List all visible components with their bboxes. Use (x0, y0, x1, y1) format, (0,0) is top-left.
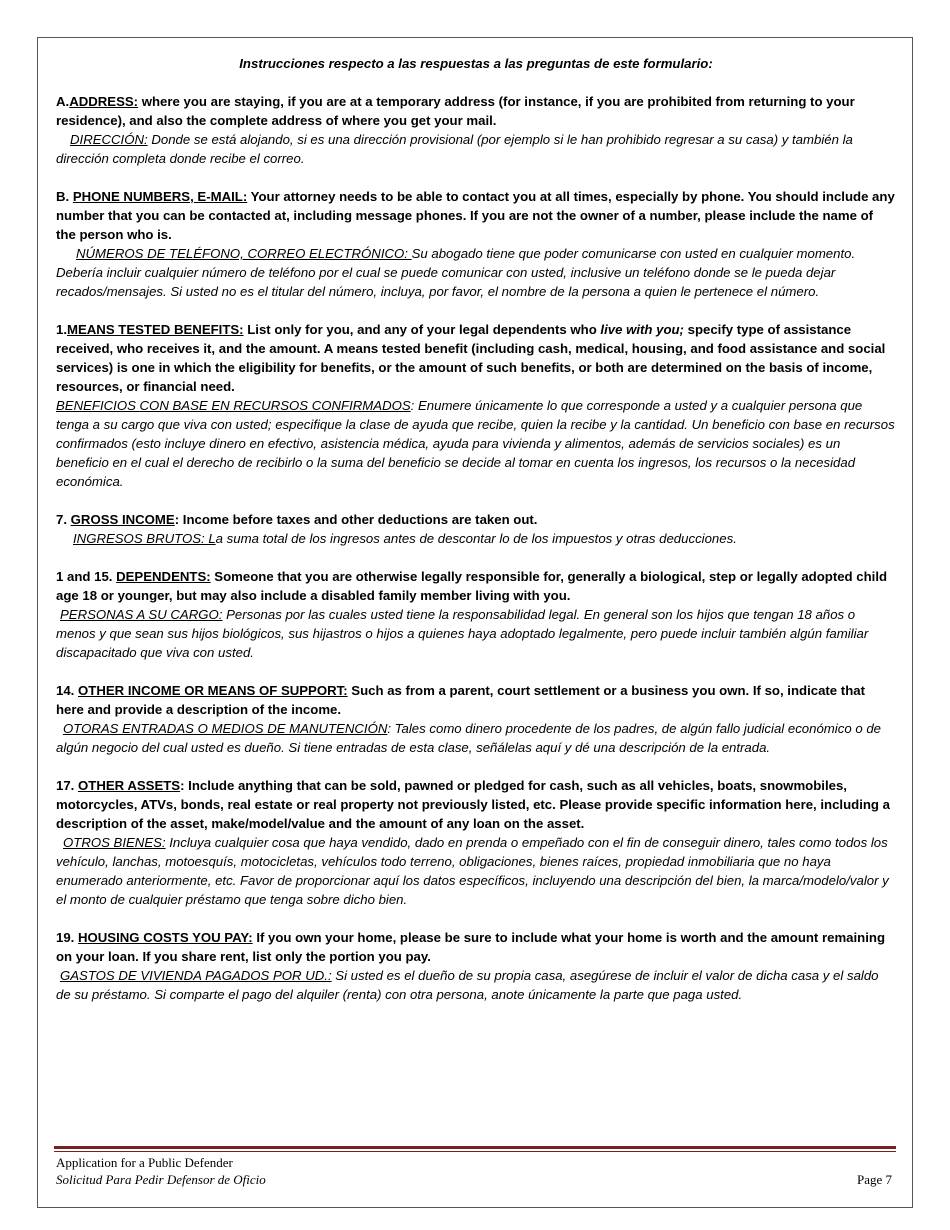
page-footer (56, 1154, 892, 1188)
address-text: where you are staying, if you are at a temporary address (for instance, if you are prohibited from returning to your residence), and also the complete address of where you get your mail. (56, 94, 855, 128)
direccion-text: Donde se está alojando, si es una dirección provisional (por ejemplo si le han prohibido regresar a su casa) y también la dirección completa donde recibe el correo. (56, 132, 853, 166)
other-assets-heading: OTHER ASSETS (78, 778, 181, 793)
section-gross-income (56, 510, 896, 548)
page-number: Page 7 (856, 1172, 892, 1187)
means-text-b: specify type of assistance received, who receives it, and the amount. A means tested benefit (including cash, medical, housing, and food assistance and social services) is one in which the eligibility for benefits, or the amount of such benefits, or both are determined on the basis of income, resources, or financial need. (56, 322, 886, 394)
other-assets-text: : Include anything that can be sold, pawned or pledged for cash, such as all vehicles, boats, snowmobiles, motorcycles, ATVs, bonds, real estate or real property not previously listed, etc. Please provide specific information here, including a description of the asset, make/model/value and the amount of any loan on the asset. (56, 778, 890, 831)
otros-bienes-text: Incluya cualquier cosa que haya vendido, dado en prenda o empeñado con el fin de conseguir dinero, tales como todos los vehículo, lanchas, motoesquís, motocicletas, vehículos todo terreno, obligaciones, bienes raíces, propiedad inmobiliaria que no haya enumerado anteriormente, etc. Favor de proporcionar aquí los datos específicos, incluyendo una descripción del bien, la marca/modelo/valor y el monto de cualquier préstamo que tenga sobre dicho bien. (56, 835, 889, 907)
page-title: Instrucciones respecto a las respuestas a las preguntas de este formulario: (239, 56, 713, 71)
section-other-assets (56, 776, 896, 909)
phone-english (56, 187, 896, 244)
otros-bienes-heading: OTROS BIENES: (63, 835, 166, 850)
other-income-text: Such as from a parent, court settlement or a business you own. If so, indicate that here and provide a description of the income. (56, 683, 865, 717)
means-text-a: List only for you, and any of your legal dependents who (243, 322, 601, 337)
means-english (56, 320, 896, 396)
address-english (56, 92, 896, 130)
dependents-text: Someone that you are otherwise legally responsible for, generally a biological, step or legally adopted child age 18 or younger, but may also include a disabled family member living with you. (56, 569, 888, 603)
telefono-heading: NÚMEROS DE TELÉFONO, CORREO ELECTRÓNICO: (76, 246, 412, 261)
beneficios-text: : Enumere únicamente lo que corresponde a usted y a cualquier persona que tenga a su cargo que viva con usted; especifique la clase de ayuda que recibe, quien la recibe y la cantidad. Un beneficio con base en recursos confirmados (esto incluye dinero en efectivo, asistencia médica, ayuda para vivienda y alimentos, además de servicios sociales) es un beneficio en el cual el derecho de recibirlo o la suma del beneficio se decide al tomar en cuenta los ingresos, los recursos o la necesidad económica. (56, 398, 895, 489)
footer-title-english: Application for a Public Defender (56, 1155, 233, 1170)
other-assets-english (56, 776, 896, 833)
means-heading: MEANS TESTED BENEFITS: (67, 322, 244, 337)
dependents-heading: DEPENDENTS: (116, 569, 211, 584)
gastos-heading: GASTOS DE VIVIENDA PAGADOS POR UD.: (60, 968, 332, 983)
ingresos-text: a suma total de los ingresos antes de descontar lo de los impuestos y otras deducciones. (215, 531, 737, 546)
dependents-spanish (56, 605, 896, 662)
section-phone (56, 187, 896, 301)
means-prefix: 1. (56, 322, 67, 337)
section-means-tested (56, 320, 896, 491)
beneficios-heading: BENEFICIOS CON BASE EN RECURSOS CONFIRMADOS (56, 398, 411, 413)
phone-prefix: B. (56, 189, 73, 204)
housing-prefix: 19. (56, 930, 78, 945)
direccion-heading: DIRECCIÓN: (70, 132, 148, 147)
phone-heading: PHONE NUMBERS, E-MAIL: (72, 189, 248, 204)
dependents-english (56, 567, 896, 605)
footer-rule-thin (54, 1151, 896, 1152)
footer-title-spanish: Solicitud Para Pedir Defensor de Oficio (56, 1172, 266, 1187)
footer-rule-thick (54, 1146, 896, 1149)
other-income-heading: OTHER INCOME OR MEANS OF SUPPORT: (78, 683, 348, 698)
section-other-income (56, 681, 896, 757)
other-income-english (56, 681, 896, 719)
housing-spanish (56, 966, 896, 1004)
other-assets-prefix: 17. (56, 778, 78, 793)
section-housing (56, 928, 896, 1004)
ingresos-heading: INGRESOS BRUTOS: L (73, 531, 216, 546)
gross-english (56, 510, 896, 529)
personas-heading: PERSONAS A SU CARGO: (60, 607, 223, 622)
gross-prefix: 7. (56, 512, 71, 527)
gross-heading: GROSS INCOME (70, 512, 175, 527)
dependents-prefix: 1 and 15. (56, 569, 117, 584)
section-dependents (56, 567, 896, 662)
telefono-text: Su abogado tiene que poder comunicarse con usted en cualquier momento. Debería incluir cualquier número de teléfono por el cual se puede comunicar con usted, inclusive un teléfono donde se le pueda dejar recados/mensajes. Si usted no es el titular del número, incluya, por favor, el nombre de la persona a quien le pertenece el número. (56, 246, 856, 299)
personas-text: Personas por las cuales usted tiene la responsabilidad legal. En general son los hijos que tengan 18 años o menos y que sean sus hijos biológicos, sus hijastros o hijos a quienes haya adoptado legalmente, pero puede incluir también algún familiar discapacitado que viva con usted. (56, 607, 869, 660)
other-income-spanish (56, 719, 896, 757)
means-spanish (56, 396, 896, 491)
address-spanish (56, 130, 896, 168)
address-heading: ADDRESS: (69, 94, 139, 109)
phone-spanish (56, 244, 896, 301)
address-prefix: A. (56, 94, 70, 109)
housing-english (56, 928, 896, 966)
other-income-prefix: 14. (56, 683, 78, 698)
housing-heading: HOUSING COSTS YOU PAY: (78, 930, 253, 945)
phone-text: Your attorney needs to be able to contact you at all times, especially by phone. You should include any number that you can be contacted at, including message phones. If you are not the owner of a number, please include the name of the person who is. (56, 189, 895, 242)
gross-spanish (56, 529, 896, 548)
other-assets-spanish (56, 833, 896, 909)
gastos-text: Si usted es el dueño de su propia casa, asegúrese de incluir el valor de dicha casa y el saldo de su préstamo. Si comparte el pago del alquiler (renta) con otra persona, anote únicamente la parte que paga usted. (56, 968, 879, 1002)
gross-text: : Income before taxes and other deductions are taken out. (174, 512, 538, 527)
means-emphasis: live with you; (600, 322, 684, 337)
otoras-text: : Tales como dinero procedente de los padres, de algún fallo judicial económico o de algún negocio del cual usted es dueño. Si tiene entradas de esta clase, señálelas aquí y dé una descripción de la entrada. (56, 721, 881, 755)
section-address (56, 92, 896, 168)
otoras-heading: OTORAS ENTRADAS O MEDIOS DE MANUTENCIÓN (63, 721, 388, 736)
housing-text: If you own your home, please be sure to include what your home is worth and the amount remaining on your loan. If you share rent, list only the portion you pay. (56, 930, 886, 964)
instructions-content (56, 54, 896, 1023)
